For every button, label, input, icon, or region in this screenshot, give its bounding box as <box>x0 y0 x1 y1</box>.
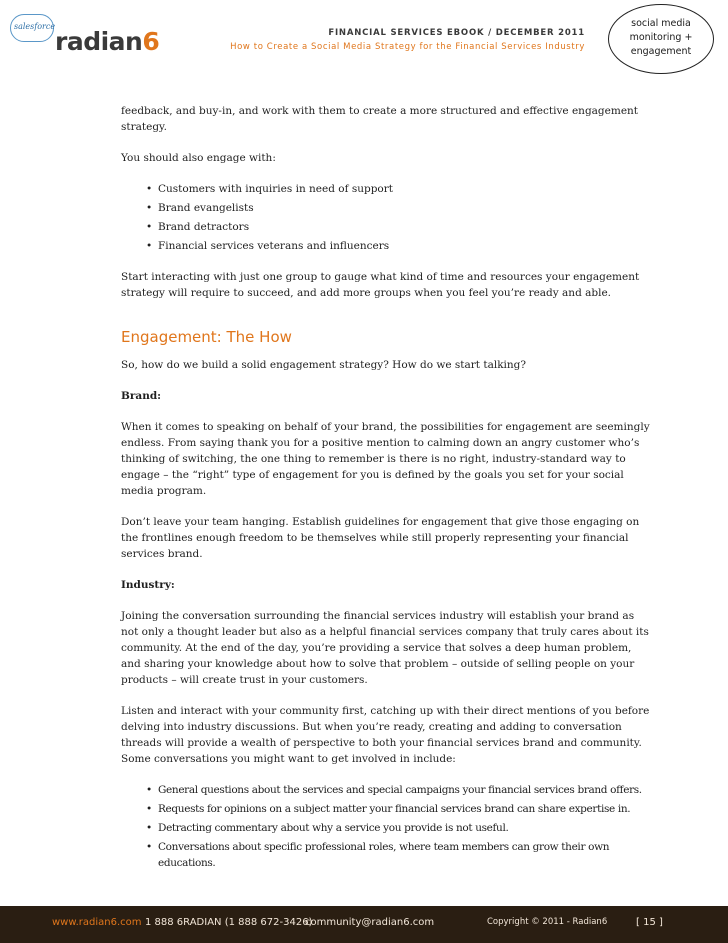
list-item-text: Customers with inquiries in need of support <box>158 183 393 195</box>
industry-paragraph-1: Joining the conversation surrounding the financial services industry will establish your brand as not only a thought leader but also as a helpful financial services company that truly cares about its community. At the end of the day, you’re providing a service that solves a deep human problem, and sharing your knowledge about how to solve that problem – outside of selling people on your products – will create trust in your customers. <box>121 610 649 686</box>
badge-line-1: social media <box>631 18 691 29</box>
list-item <box>146 219 651 235</box>
list-item <box>146 181 651 197</box>
list-item <box>146 801 651 817</box>
ebook-subtitle: How to Create a Social Media Strategy for the Financial Services Industry <box>230 42 585 52</box>
list-item <box>146 839 651 871</box>
bullet-glyph: • <box>146 784 152 796</box>
page-footer <box>0 906 728 943</box>
social-media-badge <box>608 4 714 74</box>
list-item-text: Conversations about specific professional roles, where team members can grow their own educations. <box>158 841 610 869</box>
bullet-glyph: • <box>146 803 152 815</box>
section-heading: Engagement: The How <box>121 328 292 346</box>
logo-digit: 6 <box>142 27 160 56</box>
list-item <box>146 200 651 216</box>
page-header <box>0 0 728 70</box>
bullet-glyph: • <box>146 183 153 195</box>
list-item-text: Financial services veterans and influencers <box>158 240 390 252</box>
list-item <box>146 782 651 798</box>
start-interacting-paragraph: Start interacting with just one group to gauge what kind of time and resources your engagement strategy will require to succeed, and add more groups when you feel you’re ready and able. <box>121 271 640 299</box>
bullet-glyph: • <box>146 240 153 252</box>
salesforce-logo: salesforce <box>14 22 56 31</box>
list-item <box>146 238 651 254</box>
website-link[interactable]: www.radian6.com <box>52 917 142 928</box>
intro-paragraph: feedback, and buy-in, and work with them to create a more structured and effective engagement strategy. <box>121 105 639 133</box>
list-item-text: Detracting commentary about why a service you provide is not useful. <box>158 822 509 834</box>
logo-word: radian <box>55 27 143 56</box>
badge-line-3: engagement <box>630 46 692 57</box>
bullet-glyph: • <box>146 822 152 834</box>
radian6-logo[interactable] <box>55 27 159 56</box>
list-item-text: Requests for opinions on a subject matter your financial services brand can share expertise in. <box>158 803 631 815</box>
list-item-text: Brand evangelists <box>158 202 254 214</box>
list-item-text: General questions about the services and special campaigns your financial services brand offers. <box>158 784 642 796</box>
list-item-text: Brand detractors <box>158 221 250 233</box>
industry-paragraph-2: Listen and interact with your community first, catching up with their direct mentions of you before delving into industry discussions. But when you’re ready, creating and adding to conversation threads will provide a wealth of perspective to both your financial services brand and community. Some conversations you might want to get involved in include: <box>121 705 650 765</box>
email-link[interactable]: community@radian6.com <box>305 917 435 928</box>
brand-paragraph-2: Don’t leave your team hanging. Establish guidelines for engagement that give those engaging on the frontlines enough freedom to be themselves while still properly representing your financial services brand. <box>121 516 640 560</box>
bullet-glyph: • <box>146 202 153 214</box>
industry-label: Industry: <box>121 579 175 591</box>
brand-label: Brand: <box>121 390 162 402</box>
brand-paragraph-1: When it comes to speaking on behalf of your brand, the possibilities for engagement are seemingly endless. From saying thank you for a positive mention to calming down an angry customer who’s thinking of switching, the one thing to remember is there is no right, industry-standard way to engage – the “right” type of engagement for you is defined by the goals you set for your social media program. <box>121 421 650 497</box>
badge-line-2: monitoring + <box>629 32 693 43</box>
ebook-title: FINANCIAL SERVICES EBOOK / DECEMBER 2011 <box>328 28 585 38</box>
page-number: [ 15 ] <box>636 917 663 928</box>
conversation-list <box>121 782 651 871</box>
engage-with-paragraph: You should also engage with: <box>121 152 276 164</box>
page-content <box>121 103 651 886</box>
phone-number: 1 888 6RADIAN (1 888 672-3426) <box>145 917 313 928</box>
list-item <box>146 820 651 836</box>
engage-list <box>121 181 651 254</box>
how-paragraph: So, how do we build a solid engagement strategy? How do we start talking? <box>121 359 527 371</box>
bullet-glyph: • <box>146 841 152 853</box>
copyright-text: Copyright © 2011 - Radian6 <box>487 917 608 927</box>
bullet-glyph: • <box>146 221 153 233</box>
